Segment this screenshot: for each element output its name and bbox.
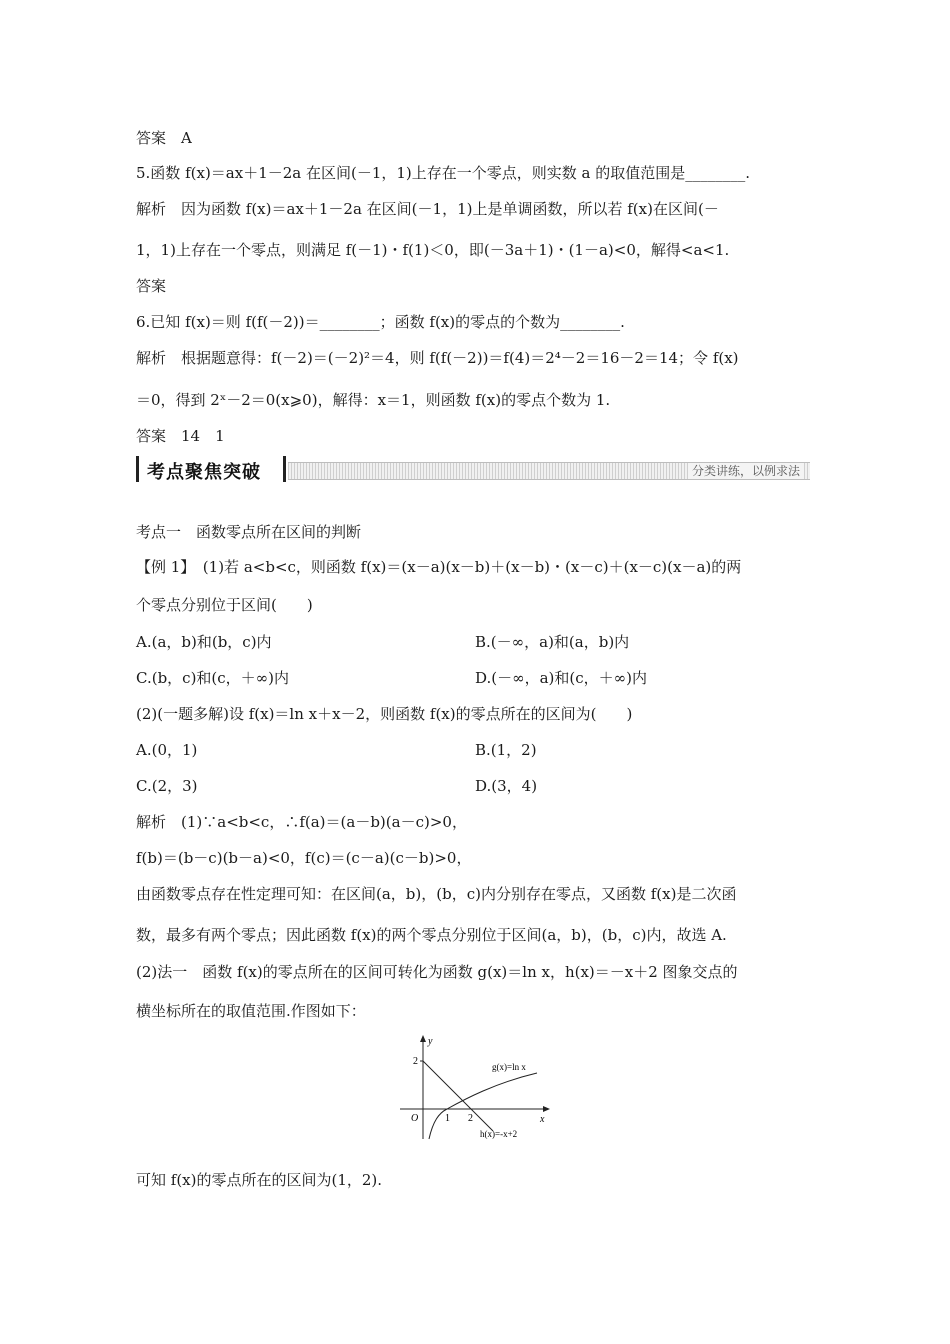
answer-6: 答案 14 1 (136, 427, 225, 445)
example-2-option-c: C.(2，3) (136, 777, 198, 795)
y-axis-label: y (428, 1036, 433, 1047)
h-line (423, 1061, 493, 1131)
tick-label-y2: 2 (413, 1056, 418, 1067)
solution-6-line-1: 解析 根据题意得：f(－2)＝(－2)²＝4，则 f(f(－2))＝f(4)＝2⁴－2＝16－2＝14；令 f(x) (136, 349, 739, 367)
example-1-line-1: 【例 1】 (1)若 a<b<c，则函数 f(x)＝(x－a)(x－b)＋(x－b)・(x－c)＋(x－c)(x－a)的两 (136, 558, 742, 576)
example-2-option-d: D.(3，4) (475, 777, 538, 795)
solution-ex1-line-1: 解析 (1)∵a<b<c，∴f(a)＝(a－b)(a－c)>0， (136, 813, 467, 831)
x-axis-label: x (540, 1114, 545, 1125)
example-1-line-2: 个零点分别位于区间( ) (136, 596, 313, 614)
answer-5: 答案 (136, 277, 167, 295)
example-1-option-c: C.(b，c)和(c，＋∞)内 (136, 669, 290, 687)
g-curve-label: g(x)=ln x (492, 1062, 526, 1072)
origin-label: O (411, 1113, 419, 1124)
solution-ex1-line-3: 由函数零点存在性定理可知：在区间(a，b)，(b，c)内分别存在零点，又函数 f(x)是二次函 (136, 885, 737, 903)
y-axis-arrow (420, 1035, 426, 1042)
banner-bar (288, 462, 810, 480)
function-graph (395, 1033, 555, 1143)
example-2-option-b: B.(1，2) (475, 741, 537, 759)
example-1-option-b: B.(－∞，a)和(a，b)内 (475, 633, 630, 651)
h-line-label: h(x)=-x+2 (480, 1129, 518, 1139)
question-5: 5.函数 f(x)＝ax＋1－2a 在区间(－1，1)上存在一个零点，则实数 a 的取值范围是________. (136, 164, 751, 182)
banner-title-box (136, 456, 286, 482)
solution-6-line-2: ＝0，得到 2ˣ－2＝0(x⩾0)，解得：x＝1，则函数 f(x)的零点个数为 1. (136, 391, 611, 409)
solution-ex2-line-1: (2)法一 函数 f(x)的零点所在的区间可转化为函数 g(x)＝ln x，h(x)＝－x＋2 图象交点的 (136, 963, 738, 981)
solution-5-line-2: 1，1)上存在一个零点，则满足 f(－1)・f(1)＜0，即(－3a＋1)・(1－a)<0，解得<a<1. (136, 241, 730, 259)
conclusion: 可知 f(x)的零点所在的区间为(1，2). (136, 1171, 383, 1189)
question-6: 6.已知 f(x)＝则 f(f(－2))＝________；函数 f(x)的零点的个数为________. (136, 313, 625, 331)
example-1-option-d: D.(－∞，a)和(c，＋∞)内 (475, 669, 648, 687)
banner-subtitle: 分类讲练，以例求法 (688, 463, 804, 479)
answer-4: 答案 A (136, 129, 192, 147)
solution-ex1-line-4: 数，最多有两个零点；因此函数 f(x)的两个零点分别位于区间(a，b)，(b，c)内，故选 A. (136, 926, 727, 944)
solution-ex1-line-2: f(b)＝(b－c)(b－a)<0，f(c)＝(c－a)(c－b)>0， (136, 849, 472, 867)
banner-title: 考点聚焦突破 (147, 462, 261, 483)
solution-ex2-line-2: 横坐标所在的取值范围.作图如下： (136, 1002, 366, 1020)
example-1-part-2: (2)(一题多解)设 f(x)＝ln x＋x－2，则函数 f(x)的零点所在的区间为( ) (136, 705, 633, 723)
tick-label-x1: 1 (445, 1113, 450, 1124)
x-axis-arrow (543, 1106, 550, 1112)
section-banner (136, 456, 812, 482)
topic-heading: 考点一 函数零点所在区间的判断 (136, 523, 362, 541)
example-2-option-a: A.(0，1) (136, 741, 198, 759)
tick-label-x2: 2 (468, 1113, 473, 1124)
example-1-option-a: A.(a，b)和(b，c)内 (136, 633, 272, 651)
solution-5-line-1: 解析 因为函数 f(x)＝ax＋1－2a 在区间(－1，1)上是单调函数，所以若 f(x)在区间(－ (136, 200, 719, 218)
